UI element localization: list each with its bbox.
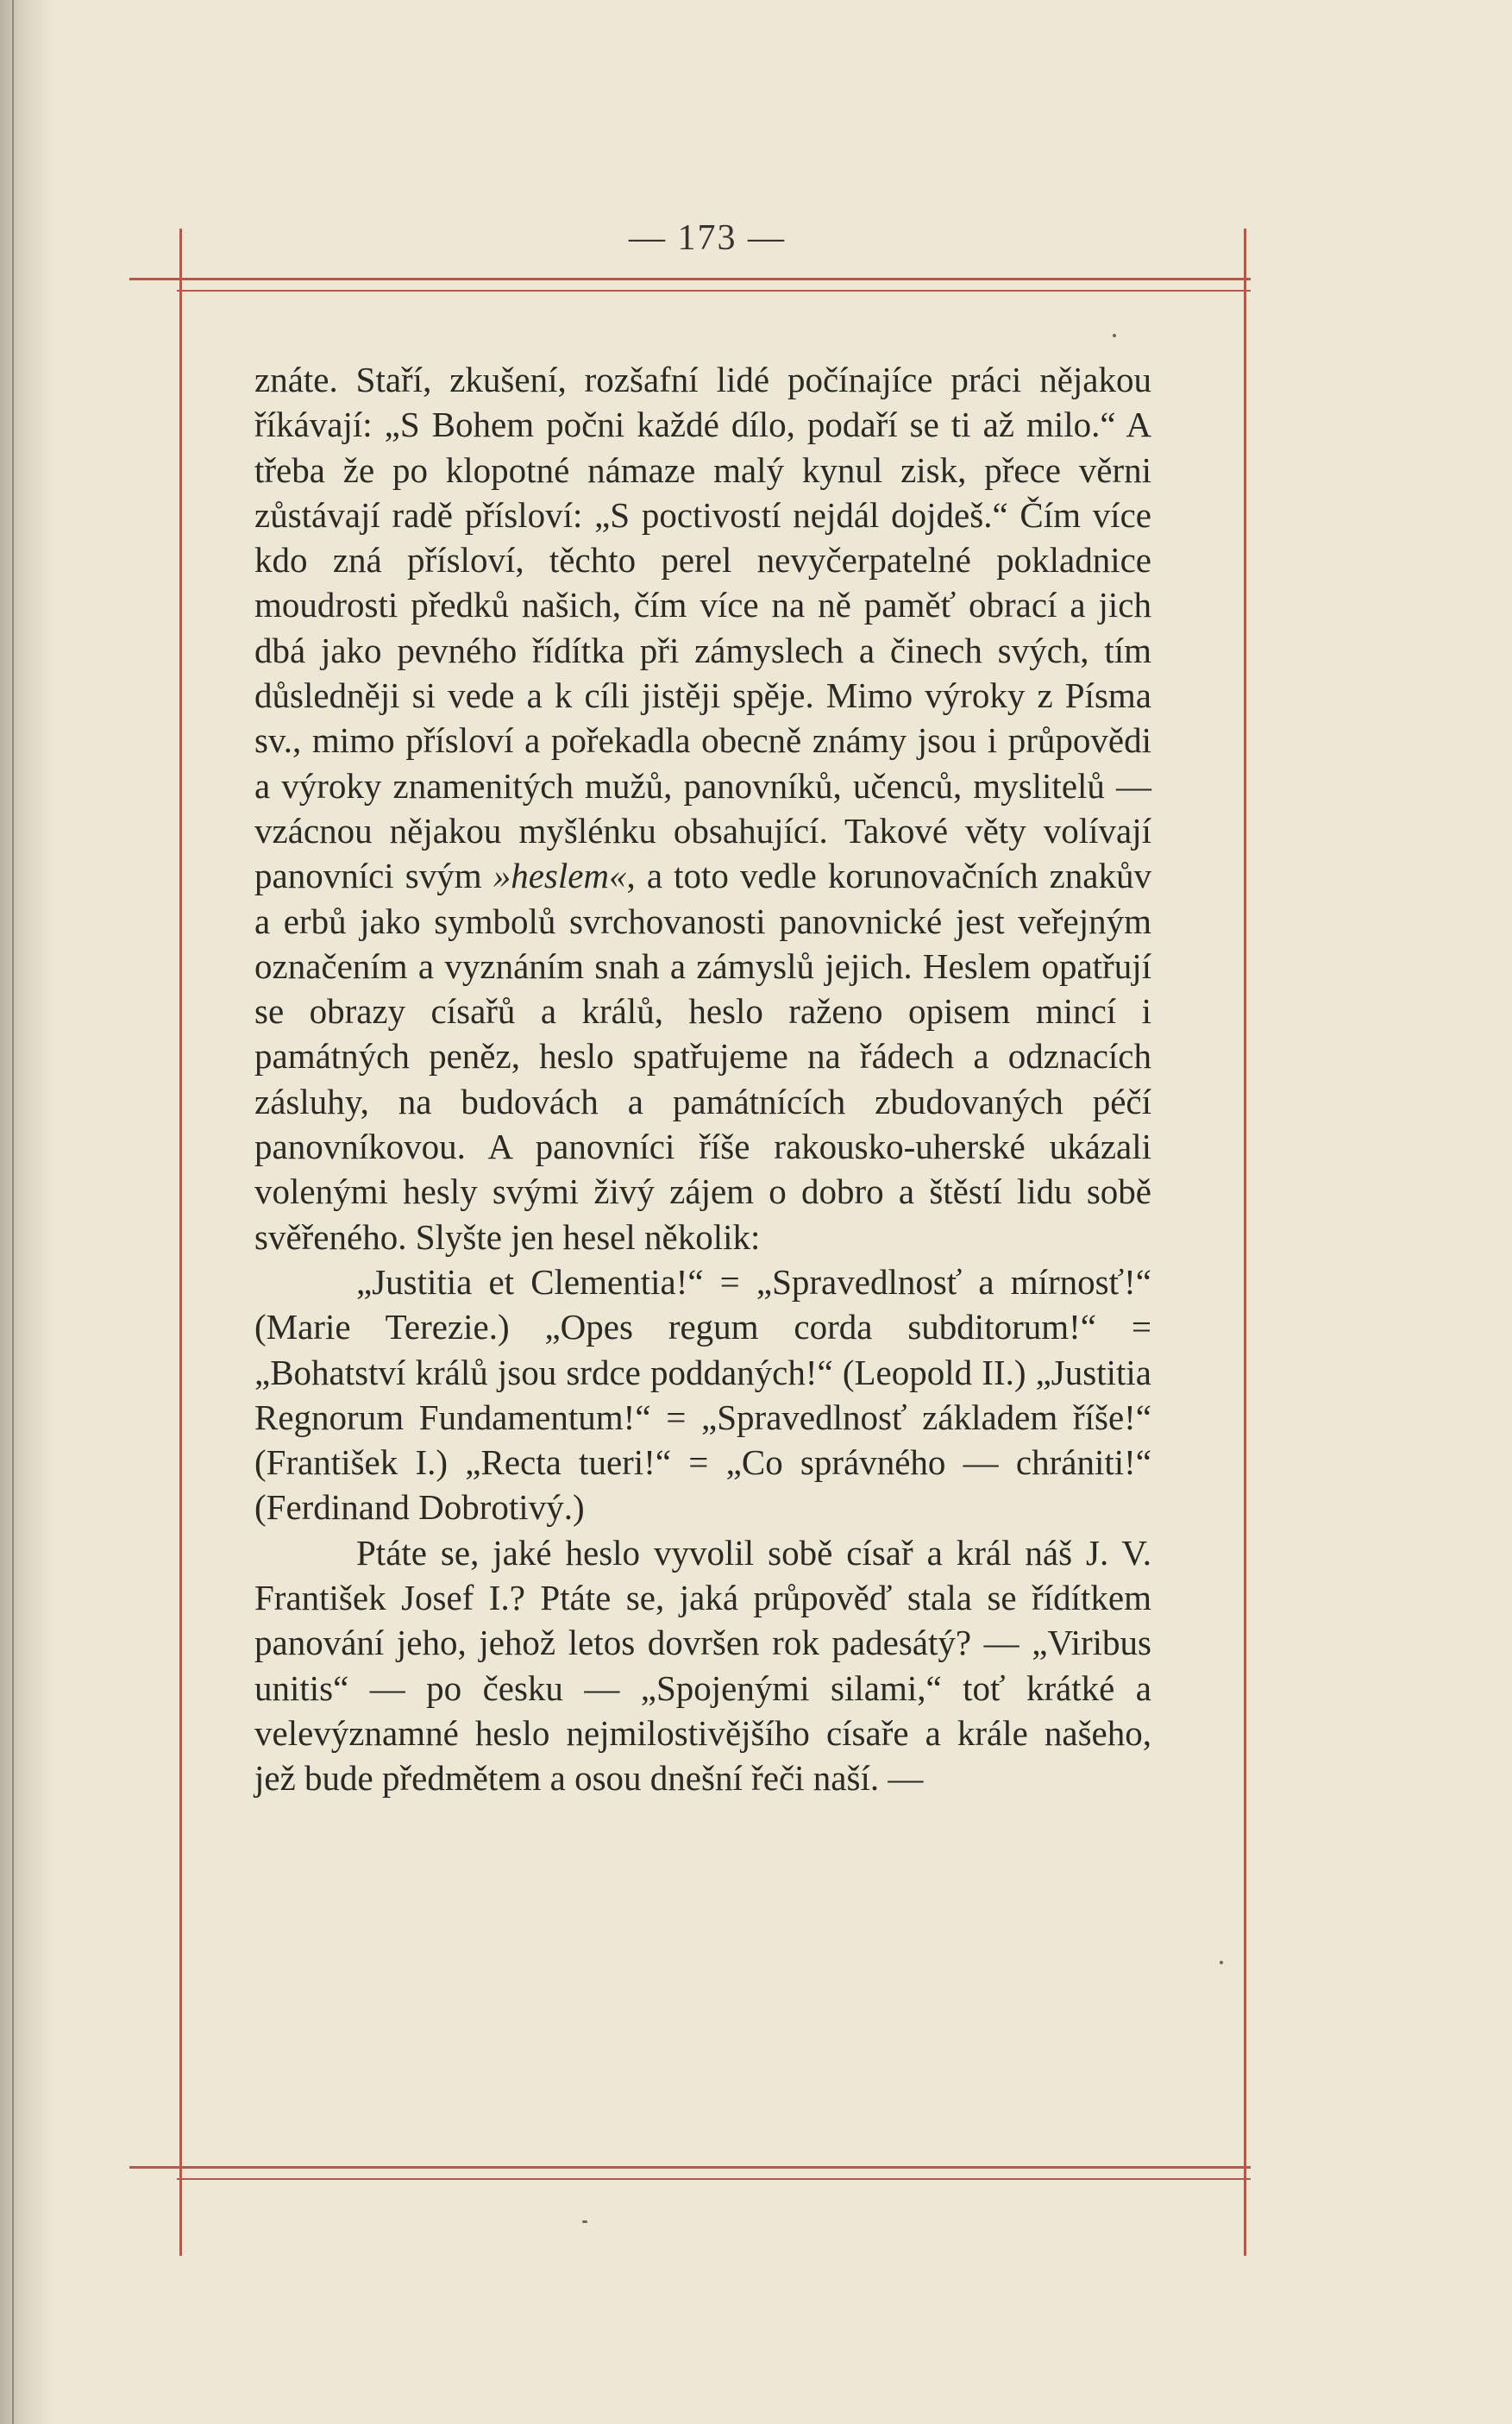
frame-bottom-inner-rule [177,2178,1251,2180]
frame-bottom-rule [129,2166,1251,2169]
frame-top-inner-rule [177,290,1251,292]
page-number: — 173 — [629,218,786,258]
frame-top-rule [129,278,1251,280]
paper-speck [1113,334,1116,337]
paper-speck [582,2220,587,2223]
paragraph-1-continuation: , a toto vedle korunovačních znakův a erbů jako symbolů svrchovanosti panovnické jest veřejným označením a vyznáním snah a zámyslů jejich. Heslem opatřují se obrazy císařů a králů, heslo raženo opisem mincí i památných peněz, heslo spatřujeme na řádech a odznacích zásluhy, na budovách a památnících zbudovaných péčí panovníkovou. A panovníci říše rakousko-uherské ukázali volenými hesly svými živý zájem o dobro a štěstí lidu sobě svěřeného. Slyšte jen hesel několik: [254,856,1151,1257]
paper-speck [1220,1961,1223,1964]
frame-left-rule [179,229,182,2256]
page-binding-shadow [0,0,52,2424]
body-text [254,357,1151,1801]
paragraph-3: Ptáte se, jaké heslo vyvolil sobě císař a král náš J. V. František Josef I.? Ptáte se, jaká průpověď stala se řídítkem panování jeho, jehož letos dovršen rok padesátý? — „Viribus unitis“ — po česku — „Spojenými silami,“ toť krátké a velevýznamné heslo nejmilostivějšího císaře a krále našeho, jež bude předmětem a osou dnešní řeči naší. — [254,1532,1151,1799]
frame-right-rule [1244,229,1246,2256]
paragraph-2: „Justitia et Clementia!“ = „Spravedlnosť a mírnosť!“ (Marie Terezie.) „Opes regum corda subditorum!“ = „Bohatství králů jsou srdce poddaných!“ (Leopold II.) „Justitia Regnorum Fundamentum!“ = „Spravedlnosť základem říše!“ (František I.) „Recta tueri!“ = „Co správného — chrániti!“ (Ferdinand Dobrotivý.) [254,1261,1151,1528]
binding-edge-line [12,0,14,2424]
paragraph-1-text: znáte. Staří, zkušení, rozšafní lidé počínajíce práci nějakou říkávají: „S Bohem počni každé dílo, podaří se ti až milo.“ A třeba že po klopotné námaze malý kynul zisk, přece věrni zůstávají radě přísloví: „S poctivostí nejdál dojdeš.“ Čím více kdo zná přísloví, těchto perel nevyčerpatelné pokladnice moudrosti předků našich, čím více na ně paměť obrací a jich dbá jako pevného řídítka při zámyslech a činech svých, tím důsledněji si vede a k cíli jistěji spěje. Mimo výroky z Písma sv., mimo přísloví a pořekadla obecně známy jsou i průpovědi a výroky znamenitých mužů, panovníků, učenců, myslitelů — vzácnou nějakou myšlénku obsahující. Takové věty volívají panovníci svým [254,360,1151,896]
paragraph-1 [254,357,1151,1259]
heslem-emphasis: »heslem« [492,856,627,896]
